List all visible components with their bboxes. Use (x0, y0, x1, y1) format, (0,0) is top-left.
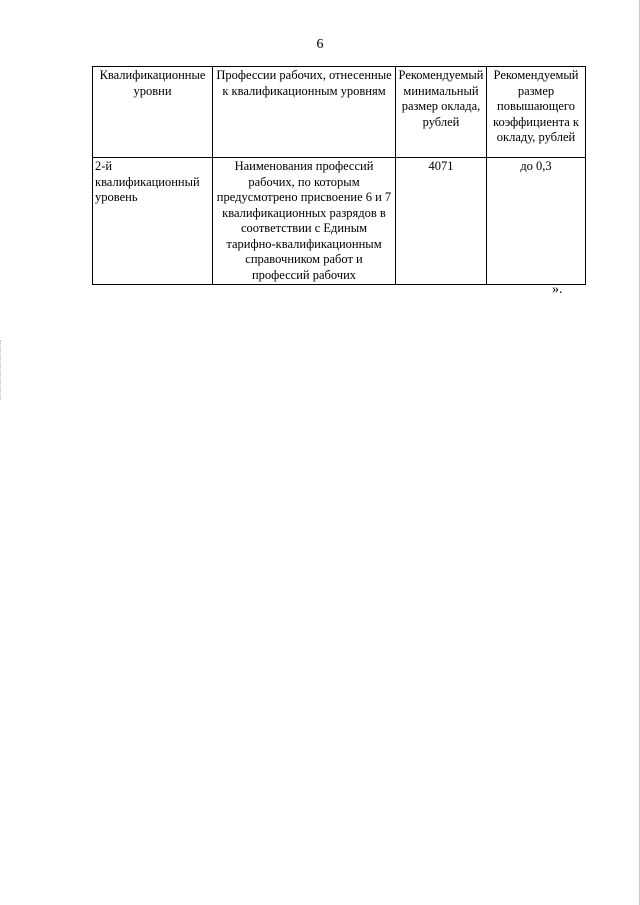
header-worker-professions: Профессии рабочих, отнесенные к квалификационным уровням (213, 67, 396, 158)
cell-professions: Наименования профессий рабочих, по которым предусмотрено присвоение 6 и 7 квалификационных разрядов в соответствии с Единым тарифно-квалификационным справочником работ и профессий рабочих (213, 158, 396, 285)
header-qualification-levels: Квалификационные уровни (93, 67, 213, 158)
cell-salary: 4071 (396, 158, 487, 285)
cell-coefficient: до 0,3 (487, 158, 586, 285)
page-number: 6 (316, 37, 324, 52)
table-row (93, 158, 586, 285)
table-header-row (93, 67, 586, 158)
scan-margin-marks (0, 340, 3, 400)
header-coefficient: Рекомендуемый размер повышающего коэффициента к окладу, рублей (487, 67, 586, 158)
header-min-salary: Рекомендуемый минимальный размер оклада, рублей (396, 67, 487, 158)
qualification-table (92, 66, 586, 285)
cell-level: 2-й квалификационный уровень (93, 158, 213, 285)
closing-quote-mark: ». (552, 282, 563, 297)
